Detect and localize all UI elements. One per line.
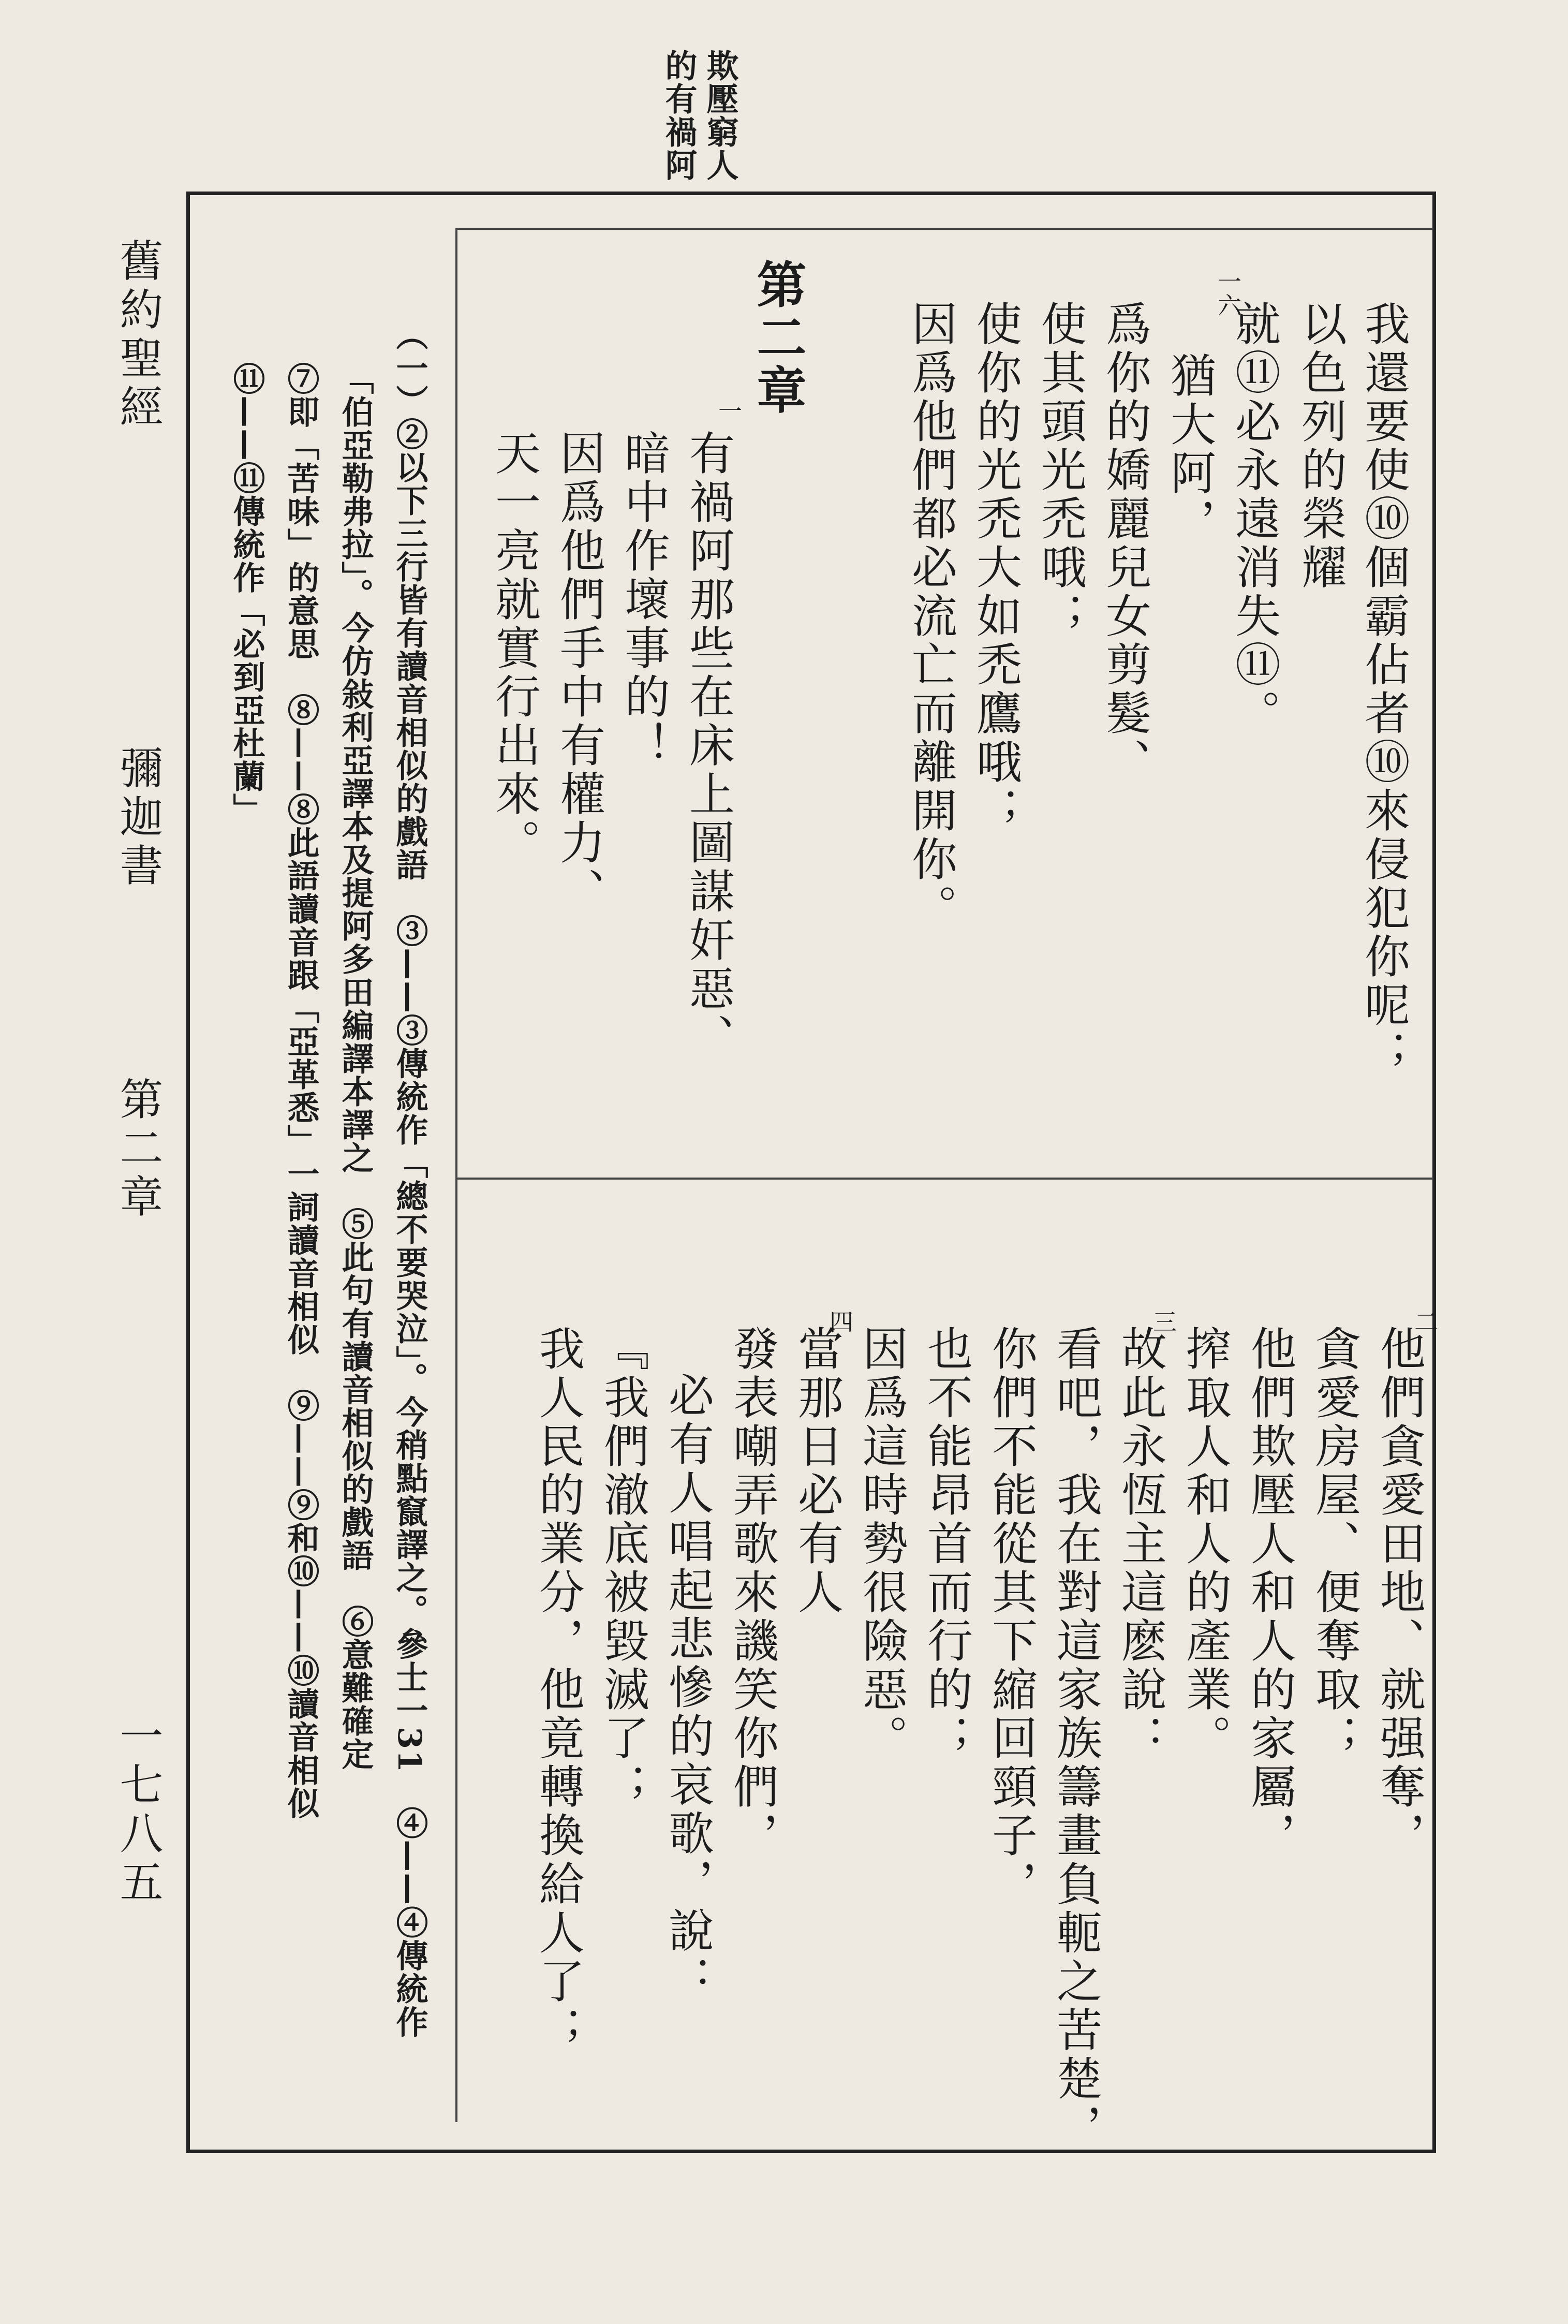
verse-column: 猶大阿， (1163, 352, 1217, 547)
footnote-line: （一）②以下三行皆有讀音相似的戲語 ③——③傳統作「總不要哭泣」。今稍點竄譯之。參士一31 ④——④傳統作 (391, 318, 428, 2039)
verse-number: 一六 (1214, 269, 1242, 317)
verse-number: 三 (1149, 1310, 1177, 1333)
verse-number: 四 (826, 1310, 854, 1333)
verse-column: 使你的光禿大如禿鷹哦； (969, 300, 1023, 835)
verse-column: 爲你的嬌麗兒女剪髮、 (1099, 300, 1152, 787)
verse-column: 以色列的榮耀 (1294, 300, 1348, 592)
verse-column: 我人民的業分，他竟轉換給人了； (532, 1325, 585, 2055)
verse-column: 有禍阿那些在床上圖謀奸惡、 (682, 430, 735, 1062)
book-name: 彌迦書 (113, 745, 164, 891)
book-title: 舊約聖經 (113, 238, 164, 433)
verse-number: 一 (715, 399, 743, 422)
verse-column: 你們不能從其下縮回頸子， (985, 1325, 1038, 1909)
verse-column: 發表嘲弄歌來譏笑你們， (726, 1325, 779, 1860)
footnote-line: ⑪——⑪傳統作「必到亞杜蘭」 (228, 362, 265, 826)
verse-column: 就⑪必永遠消失⑪。 (1228, 300, 1281, 738)
page-number: 一七八五 (113, 1713, 164, 1908)
footnote-rule (455, 228, 457, 2122)
chapter-label: 第二章 (113, 1077, 164, 1223)
verse-column: 也不能昂首而行的； (920, 1325, 973, 1763)
verse-column: 搾取人和人的產業。 (1179, 1325, 1232, 1763)
verse-column: 故此永恆主這麽說： (1114, 1325, 1167, 1763)
chapter-heading: 第二章 (749, 259, 807, 417)
verse-column: 他們貪愛田地、就强奪， (1373, 1325, 1426, 1860)
verse-column: 使其頭光禿哦； (1034, 300, 1087, 641)
verse-column: 貪愛房屋、便奪取； (1308, 1325, 1362, 1763)
header-line: 的有禍阿 (660, 49, 698, 182)
verse-column: 必有人唱起悲慘的哀歌，說： (661, 1372, 715, 2004)
verse-column: 我還要使⑩個霸佔者⑩來侵犯你呢； (1357, 300, 1411, 1079)
verse-column: 暗中作壞事的！ (617, 430, 671, 770)
verse-column: 『我們澈底被毀滅了； (597, 1325, 650, 1812)
verse-column: 因爲這時勢很險惡。 (855, 1325, 909, 1763)
top-rule (455, 228, 1433, 230)
verse-number: 二 (1411, 1310, 1439, 1333)
verse-column: 因爲他們都必流亡而離開你。 (905, 300, 958, 933)
verse-column: 因爲他們手中有權力、 (553, 430, 606, 916)
verse-column: 看吧，我在對這家族籌畫負軛之苦楚， (1049, 1325, 1103, 2152)
header-line: 欺壓窮人 (701, 49, 739, 182)
verse-column: 當那日必有人 (791, 1325, 844, 1617)
footnote-line: 「伯亞勒弗拉」。今仿敍利亞譯本及提阿多田編譯本譯之 ⑤此句有讀音相似的戲語 ⑥意難確定 (336, 362, 374, 1771)
middle-rule (455, 1178, 1433, 1180)
footnote-line: ⑦即「苦味」的意思 ⑧——⑧此語讀音跟「亞革悉」一詞讀音相似 ⑨——⑨和⑩——⑩讀音相似 (282, 362, 320, 1820)
verse-column: 他們欺壓人和人的家屬， (1244, 1325, 1297, 1860)
verse-column: 天一亮就實行出來。 (488, 430, 541, 867)
